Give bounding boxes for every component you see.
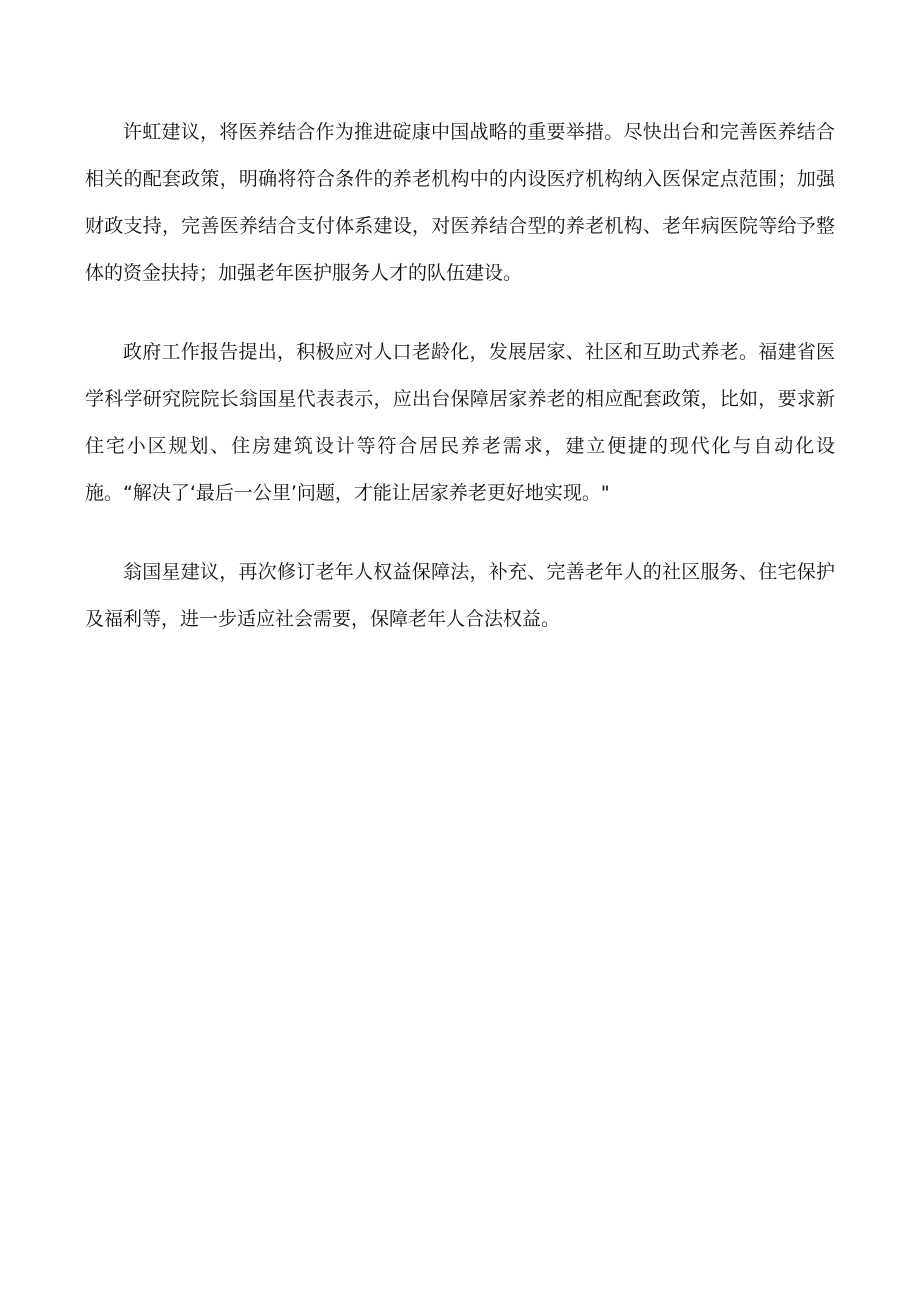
paragraph-1: 许虹建议，将医养结合作为推进碇康中国战略的重要举措。尽快出台和完善医养结合相关的配套政策，明确将符合条件的养老机构中的内设医疗机构纳入医保定点范围；加强财政支持，完善医养结合支付体系建设，对医养结合型的养老机构、老年病医院等给予整体的资金扶持；加强老年医护服务人才的队伍建设。 <box>85 121 835 284</box>
paragraph-3: 翁国星建议，再次修订老年人权益保障法，补充、完善老年人的社区服务、住宅保护及福利等，进一步适应社会需要，保障老年人合法权益。 <box>85 561 835 630</box>
paragraph-2: 政府工作报告提出，积极应对人口老龄化，发展居家、社区和互助式养老。福建省医学科学研究院院长翁国星代表表示，应出台保障居家养老的相应配套政策，比如，要求新住宅小区规划、住房建筑设计等符合居民养老需求，建立便捷的现代化与自动化设施。“解决了‘最后一公里’问题，才能让居家养老更好地实现。" <box>85 341 835 504</box>
document-body <box>85 109 835 643</box>
